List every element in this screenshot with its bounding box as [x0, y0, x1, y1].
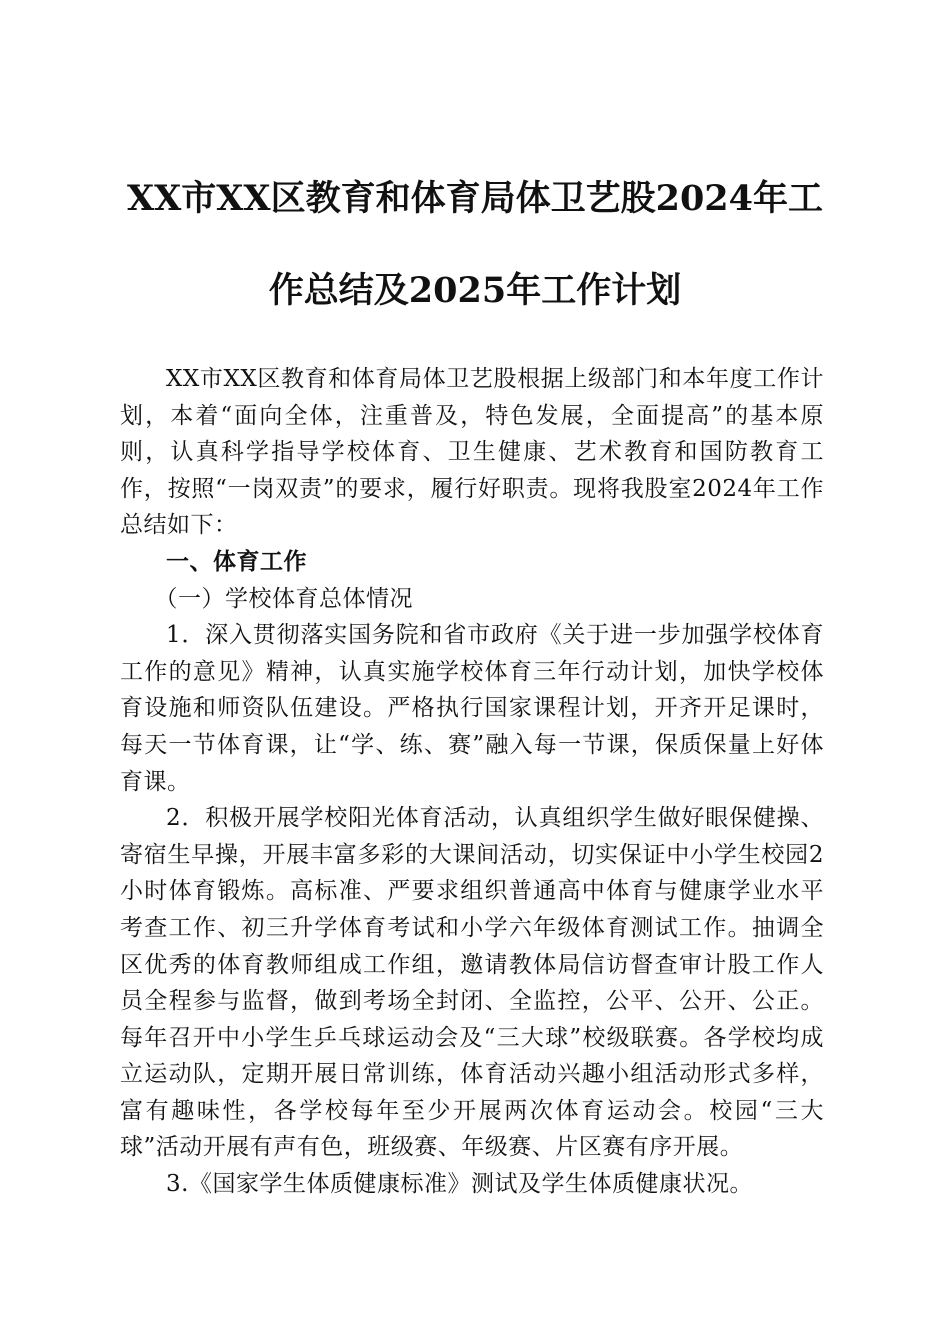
- list-item-1: 1．深入贯彻落实国务院和省市政府《关于进一步加强学校体育工作的意见》精神，认真实施学校体育三年行动计划，加快学校体育设施和师资队伍建设。严格执行国家课程计划，开齐开足课时，每天一节体育课，让“学、练、赛”融入每一节课，保质保量上好体育课。: [120, 622, 824, 795]
- subsection-heading-school-sports: （一）学校体育总体情况: [154, 585, 413, 612]
- document-title-line-2: 作总结及2025年工作计划: [268, 270, 682, 311]
- document-body: [120, 361, 824, 1203]
- list-item-3: 3.《国家学生体质健康标准》测试及学生体质健康状况。: [166, 1171, 753, 1198]
- intro-paragraph: XX市XX区教育和体育局体卫艺股根据上级部门和本年度工作计划，本着“面向全体，注重普及，特色发展，全面提高”的基本原则，认真科学指导学校体育、卫生健康、艺术教育和国防教育工作，按照“一岗双责”的要求，履行好职责。现将我股室2024年工作总结如下：: [120, 366, 824, 539]
- list-item-2: 2．积极开展学校阳光体育活动，认真组织学生做好眼保健操、寄宿生早操，开展丰富多彩的大课间活动，切实保证中小学生校园2小时体育锻炼。高标准、严要求组织普通高中体育与健康学业水平考查工作、初三升学体育考试和小学六年级体育测试工作。抽调全区优秀的体育教师组成工作组，邀请教体局信访督查审计股工作人员全程参与监督，做到考场全封闭、全监控，公平、公开、公正。每年召开中小学生乒乓球运动会及“三大球”校级联赛。各学校均成立运动队，定期开展日常训练，体育活动兴趣小组活动形式多样，富有趣味性，各学校每年至少开展两次体育运动会。校园“三大球”活动开展有声有色，班级赛、年级赛、片区赛有序开展。: [120, 805, 824, 1161]
- section-heading-sports: 一、体育工作: [166, 548, 307, 575]
- document-title-line-1: XX市XX区教育和体育局体卫艺股2024年工: [126, 178, 824, 219]
